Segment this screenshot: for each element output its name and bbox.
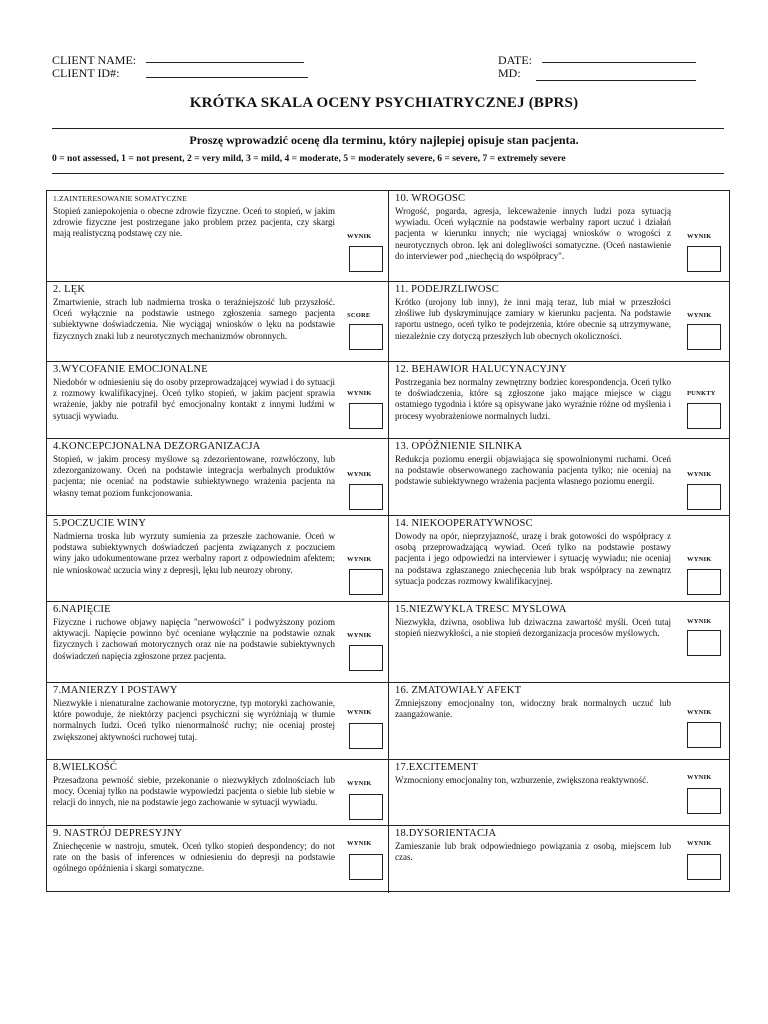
score-box[interactable]	[687, 722, 721, 748]
legend-divider	[52, 173, 724, 174]
item-cell-9	[47, 825, 389, 893]
item-description: Stopień zaniepokojenia o obecne zdrowie fizyczne. Oceń to stopień, w jakim zdrowie fizyczne jest postrzegane jako problem przez pacjenta, czy skargi mają realistyczną podstawę czy nie.	[53, 206, 335, 239]
client-name-field[interactable]	[146, 62, 304, 63]
score-label: WYNIK	[687, 774, 712, 781]
score-box[interactable]	[349, 645, 383, 671]
item-description: Niezwykłe i nienaturalne zachowanie motoryczne, typ motoryki zachowanie, które powoduje, że niektórzy pacjenci psychiczni się wyróżniają w tłumie normalnych ludzi. Oceń tylko nienormalność ruchy; nie oceniaj prostej zwiększonej aktywności ruchowej tutaj.	[53, 698, 335, 742]
item-title: 8.WIELKOŚĆ	[53, 762, 118, 773]
item-title: 12. BEHAWIOR HALUCYNACYJNY	[395, 364, 568, 375]
client-id-field[interactable]	[146, 77, 308, 78]
item-description: Zmartwienie, strach lub nadmierna troska o teraźniejszość lub przyszłość. Oceń wyłącznie na podstawie ustnego zgłoszenia samego pacjenta subiektywne doświadczenia. Nie wyciągaj wniosków o lęku na podstawie fizycznych znaki lub z neurotycznych mechanizmów obronnych.	[53, 297, 335, 341]
item-cell-5	[47, 515, 389, 601]
item-description: Nadmierna troska lub wyrzuty sumienia za przeszłe zachowanie. Oceń w podstawa subiektywnych doświadczeń pacjenta związanych z poczuciem winy jako udokumentowane przez werbalny raport z odpowiednim afektem; nie wnioskować uczucia winy z depresji, lęku lub neurozy obrony.	[53, 531, 335, 575]
item-description: Postrzegania bez normalny zewnętrzny bodziec korespondencja. Oceń tylko te doświadczenia, które są zgłoszone jako mające miejsce w ciągu ostatniego tygodnia i które są opisywane jako wyraźnie różne od myślenia i procesy wyobrażeniowe normalnych ludzi.	[395, 377, 671, 421]
score-label: WYNIK	[687, 233, 712, 240]
score-label: WYNIK	[687, 312, 712, 319]
score-box[interactable]	[687, 569, 721, 595]
item-cell-2	[47, 281, 389, 361]
instructions: Proszę wprowadzić ocenę dla terminu, który najlepiej opisuje stan pacjenta.	[189, 133, 579, 147]
score-box[interactable]	[687, 324, 721, 350]
item-cell-15	[389, 601, 729, 682]
item-description: Krótko (urojony lub inny), że inni mają teraz, lub miał w przeszłości złośliwe lub dyskryminujące zamiary w kierunku pacjenta. Na podstawie raportu ustnego, oceń tylko te podejrzenia, które obecnie są utrzymywane, niezależnie czy dotyczą przeszłych lub obecnych okoliczności.	[395, 297, 671, 341]
score-box[interactable]	[349, 569, 383, 595]
item-description: Niedobór w odniesieniu się do osoby przeprowadzającej wywiad i do sytuacji z rozmowy kwalifikacyjnej. Oceń tylko stopień, w jakim pacjent sprawia wrażenie, jakby nie potrafił być emocjonalny kontakt z innymi ludźmi w sytuacji wywiadu.	[53, 377, 335, 421]
score-label: WYNIK	[687, 840, 712, 847]
item-title: 10. WROGOSC	[395, 193, 466, 204]
item-cell-16	[389, 682, 729, 759]
score-box[interactable]	[687, 854, 721, 880]
item-cell-13	[389, 438, 729, 515]
item-title: 13. OPÓŹNIENIE SILNIKA	[395, 441, 523, 452]
item-title: 18.DYSORIENTACJA	[395, 828, 497, 839]
item-title: 11. PODEJRZLIWOSC	[395, 284, 499, 295]
item-title: 15.NIEZWYKLA TRESC MYSLOWA	[395, 604, 567, 615]
score-label: WYNIK	[687, 709, 712, 716]
item-description: Niezwykła, dziwna, osobliwa lub dziwaczna zawartość myśli. Oceń tutaj stopień niezwykłości, a nie stopień dezorganizacja procesów myślowych.	[395, 617, 671, 639]
item-cell-18	[389, 825, 729, 893]
score-box[interactable]	[687, 630, 721, 656]
item-description: Redukcja poziomu energii objawiająca się spowolnionymi ruchami. Oceń na podstawie obserwowanego zachowania pacjenta tylko; nie oceniaj na podstawie subiektywnego wrażenia pacjenta własnego poziomu energii.	[395, 454, 671, 487]
item-cell-4	[47, 438, 389, 515]
score-label: SCORE	[347, 312, 371, 319]
score-box[interactable]	[687, 788, 721, 814]
score-label: WYNIK	[347, 780, 372, 787]
score-box[interactable]	[687, 484, 721, 510]
md-field[interactable]	[536, 80, 696, 81]
score-box[interactable]	[349, 324, 383, 350]
item-cell-10	[389, 191, 729, 281]
client-id-label: CLIENT ID#:	[52, 66, 120, 80]
score-label: WYNIK	[347, 233, 372, 240]
score-label: WYNIK	[347, 709, 372, 716]
item-cell-3	[47, 361, 389, 438]
bprs-items-grid	[46, 190, 730, 892]
score-box[interactable]	[349, 484, 383, 510]
score-label: WYNIK	[687, 471, 712, 478]
score-label: WYNIK	[687, 556, 712, 563]
item-description: Stopień, w jakim procesy myślowe są zdezorientowane, rozwłóczony, lub zdezorganizowany. Oceń na podstawie integracja werbalnych produktów pacjenta; nie oceniać na podstawie subiektywnego wrażenia pacjenta na własny temat poziom funkcjonowania.	[53, 454, 335, 498]
item-description: Przesadzona pewność siebie, przekonanie o niezwykłych zdolnościach lub mocy. Oceniaj tylko na podstawie wypowiedzi pacjenta o siebie lub siebie w relacji do innych, nie na podstawie jego zachowanie w sytuacji wywiadu.	[53, 775, 335, 808]
score-box[interactable]	[687, 246, 721, 272]
score-box[interactable]	[349, 794, 383, 820]
item-cell-14	[389, 515, 729, 601]
item-description: Fizyczne i ruchowe objawy napięcia "nerwowości" i podwyższony poziom aktywacji. Napięcie powinno być oceniane wyłącznie na podstawie oznak fizycznych i zachowań motorycznych oraz nie na podstawie subiektywnych doświadczeń napięcia zgłoszone przez pacjenta.	[53, 617, 335, 661]
client-name-label: CLIENT NAME:	[52, 53, 137, 67]
score-box[interactable]	[349, 723, 383, 749]
item-cell-6	[47, 601, 389, 682]
score-label: PUNKTY	[687, 390, 716, 397]
item-title: 3.WYCOFANIE EMOCJONALNE	[53, 364, 208, 375]
item-cell-17	[389, 759, 729, 825]
item-cell-7	[47, 682, 389, 759]
date-label: DATE:	[498, 53, 532, 67]
item-description: Zmniejszony emocjonalny ton, widoczny brak normalnych uczuć lub zaangażowanie.	[395, 698, 671, 720]
item-description: Zniechęcenie w nastroju, smutek. Oceń tylko stopień despondency; do not rate on the basis of inferences w odniesieniu do depresji na podstawie ogólnego opóźnienia i skargi somatyczne.	[53, 841, 335, 874]
page-title: KRÓTKA SKALA OCENY PSYCHIATRYCZNEJ (BPRS)	[189, 95, 579, 111]
score-box[interactable]	[349, 854, 383, 880]
md-label: MD:	[498, 66, 521, 80]
title-divider	[52, 128, 724, 129]
date-field[interactable]	[542, 62, 696, 63]
item-description: Wzmocniony emocjonalny ton, wzburzenie, zwiększona reaktywność.	[395, 775, 649, 785]
score-label: WYNIK	[347, 556, 372, 563]
score-label: WYNIK	[687, 618, 712, 625]
score-box[interactable]	[349, 403, 383, 429]
item-cell-1	[47, 191, 389, 281]
item-title: 4.KONCEPCJONALNA DEZORGANIZACJA	[53, 441, 261, 452]
score-label: WYNIK	[347, 840, 372, 847]
item-title: 6.NAPIĘCIE	[53, 604, 111, 615]
item-description: Dowody na opór, nieprzyjazność, urazę i brak gotowości do współpracy z osobą przeprowadzającą wywiad. Oceń tylko na podstawie postawy pacjenta i jego odpowiedzi na interviewer i sytuację wywiadu; nie oceniaj na podstawa zgłaszanego zniechęcenia lub brak współpracy na zewnątrz sytuacja podczas rozmowy kwalifikacyjnej.	[395, 531, 671, 586]
score-label: WYNIK	[347, 632, 372, 639]
score-label: WYNIK	[347, 390, 372, 397]
score-label: WYNIK	[347, 471, 372, 478]
item-title: 2. LĘK	[53, 284, 86, 295]
item-description: Zamieszanie lub brak odpowiedniego powiązania z osobą, miejscem lub czas.	[395, 841, 671, 863]
rating-scale-legend: 0 = not assessed, 1 = not present, 2 = very mild, 3 = mild, 4 = moderate, 5 = moderately severe, 6 = severe, 7 = extremely severe	[52, 153, 566, 164]
item-cell-11	[389, 281, 729, 361]
item-title: 7.MANIERZY I POSTAWY	[53, 685, 178, 696]
item-description: Wrogość, pogarda, agresja, lekceważenie innych ludzi poza sytuacją wywiadu. Oceń wyłącznie na podstawie werbalny raport uczuć i działań pacjenta w kierunku innych; nie wyciągaj wniosków o wrogości z neurotycznych obron. lęk ani dolegliwości somatyczne. (Oceń nastawienie do interviewer pod „niechęcią do współpracy".	[395, 206, 671, 261]
item-title: 14. NIEKOOPERATYWNOSC	[395, 518, 533, 529]
item-title: 17.EXCITEMENT	[395, 762, 478, 773]
item-cell-8	[47, 759, 389, 825]
score-box[interactable]	[687, 403, 721, 429]
item-cell-12	[389, 361, 729, 438]
item-title: 5.POCZUCIE WINY	[53, 518, 147, 529]
item-title: 1.ZAINTERESOWANIE SOMATYCZNE	[53, 194, 187, 203]
item-title: 16. ZMATOWIAŁY AFEKT	[395, 685, 522, 696]
score-box[interactable]	[349, 246, 383, 272]
item-title: 9. NASTRÓJ DEPRESYJNY	[53, 828, 183, 839]
